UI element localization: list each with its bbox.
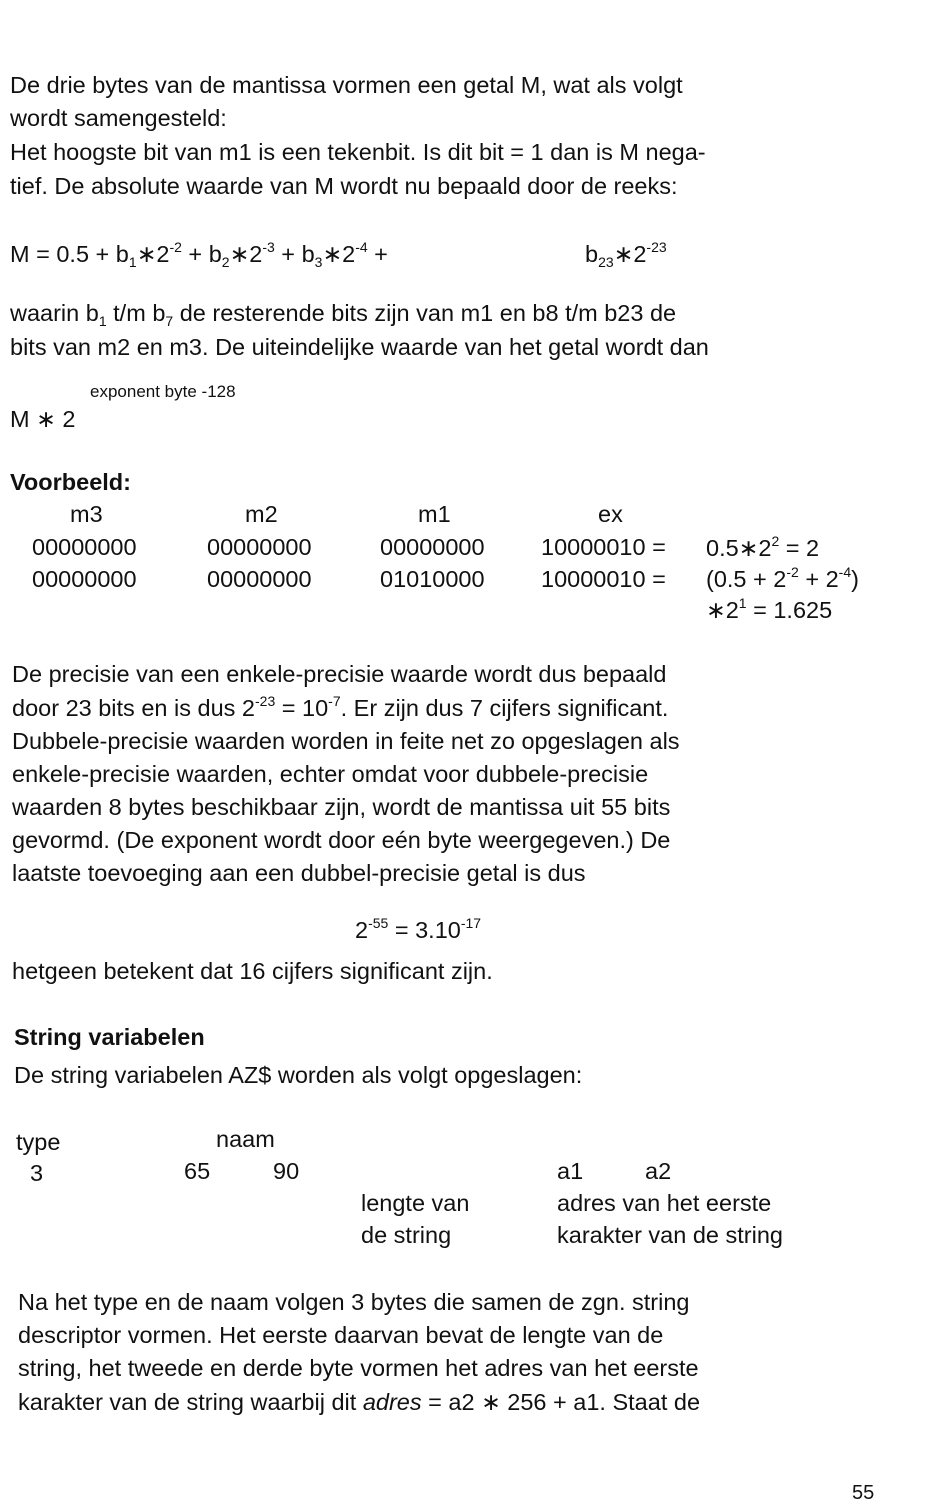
a1-label: a1 (557, 1158, 584, 1184)
row1-m1: 00000000 (380, 534, 485, 560)
exponent-label: exponent byte -128 (90, 382, 236, 401)
address-desc-line-2: karakter van de string (557, 1222, 783, 1248)
length-desc-line-1: lengte van (361, 1190, 470, 1216)
col-header-m1: m1 (418, 501, 451, 527)
precision-line-5: waarden 8 bytes beschikbaar zijn, wordt de mantissa uit 55 bits (12, 794, 671, 820)
significant-line: hetgeen betekent dat 16 cijfers significant zijn. (12, 958, 493, 984)
row1-result: $0.5∗2^2 = 2$ (706, 533, 820, 561)
string-section-intro: De string variabelen AZ$ worden als volgt opgeslagen: (14, 1062, 583, 1088)
precision-line-2: door 23 bits en is dus $2^{-23} = 10^{-7}$. Er zijn dus 7 cijfers significant. (12, 693, 669, 721)
wherein-line-2: bits van m2 en m3. De uiteindelijke waarde van het getal wordt dan (10, 334, 709, 360)
col-header-m3: m3 (70, 501, 103, 527)
type-value: 3 (30, 1160, 44, 1186)
intro-line-2: wordt samengesteld: (10, 105, 227, 131)
exponent-formula: M ∗ 2 (10, 406, 76, 432)
string-section-title: String variabelen (14, 1024, 205, 1050)
address-desc-line-1: adres van het eerste (557, 1190, 772, 1216)
precision-line-7: laatste toevoeging aan een dubbel-precisie getal is dus (12, 860, 586, 886)
precision-line-4: enkele-precisie waarden, echter omdat voor dubbele-precisie (12, 761, 649, 787)
precision-line-3: Dubbele-precisie waarden worden in feite net zo opgeslagen als (12, 728, 680, 754)
row1-ex: 10000010 = (541, 534, 666, 560)
row1-m2: 00000000 (207, 534, 312, 560)
type-label: type (16, 1129, 61, 1155)
row2-m2: 00000000 (207, 566, 312, 592)
naam-value-1: 65 (184, 1158, 211, 1184)
wherein-line-1: waarin $b_1$ t/m $b_7$ de resterende bits zijn van m1 en b8 t/m b23 de (10, 300, 677, 329)
row2-result-line2: $∗2^1 = 1.625$ (706, 595, 833, 623)
mantissa-formula-last-term: $b_{23}∗2^{-23}$ (585, 239, 667, 270)
precision-line-6: gevormd. (De exponent wordt door eén byte weergegeven.) De (12, 827, 671, 853)
row2-ex: 10000010 = (541, 566, 666, 592)
mantissa-formula: $M = 0.5 + b_1∗2^{-2}$ + $b_2∗2^{-3}$ + $b_3∗2^{-4}$ + (10, 239, 388, 270)
intro-line-1: De drie bytes van de mantissa vormen een getal M, wat als volgt (10, 72, 683, 98)
intro-line-4: tief. De absolute waarde van M wordt nu bepaald door de reeks: (10, 173, 678, 199)
example-title: Voorbeeld: (10, 469, 131, 495)
col-header-m2: m2 (245, 501, 278, 527)
page-number: 55 (852, 1482, 875, 1504)
length-desc-line-2: de string (361, 1222, 452, 1248)
closing-line-3: string, het tweede en derde byte vormen het adres van het eerste (18, 1355, 699, 1381)
naam-value-2: 90 (273, 1158, 300, 1184)
a2-label: a2 (645, 1158, 672, 1184)
closing-line-2: descriptor vormen. Het eerste daarvan bevat de lengte van de (18, 1322, 664, 1348)
row1-m3: 00000000 (32, 534, 137, 560)
double-precision-formula: $2^{-55} = 3.10^{-17}$ (355, 915, 482, 943)
closing-line-4: karakter van de string waarbij dit adres = a2 ∗ 256 + a1. Staat de (18, 1389, 701, 1415)
intro-line-3: Het hoogste bit van m1 is een tekenbit. Is dit bit = 1 dan is M nega- (10, 139, 706, 165)
row2-m3: 00000000 (32, 566, 137, 592)
row2-result: $(0.5 + 2^{-2} + 2^{-4})$ (706, 564, 859, 592)
row2-m1: 01010000 (380, 566, 485, 592)
naam-label: naam (216, 1126, 275, 1152)
col-header-ex: ex (598, 501, 623, 527)
precision-line-1: De precisie van een enkele-precisie waarde wordt dus bepaald (12, 661, 667, 687)
closing-line-1: Na het type en de naam volgen 3 bytes die samen de zgn. string (18, 1289, 690, 1315)
